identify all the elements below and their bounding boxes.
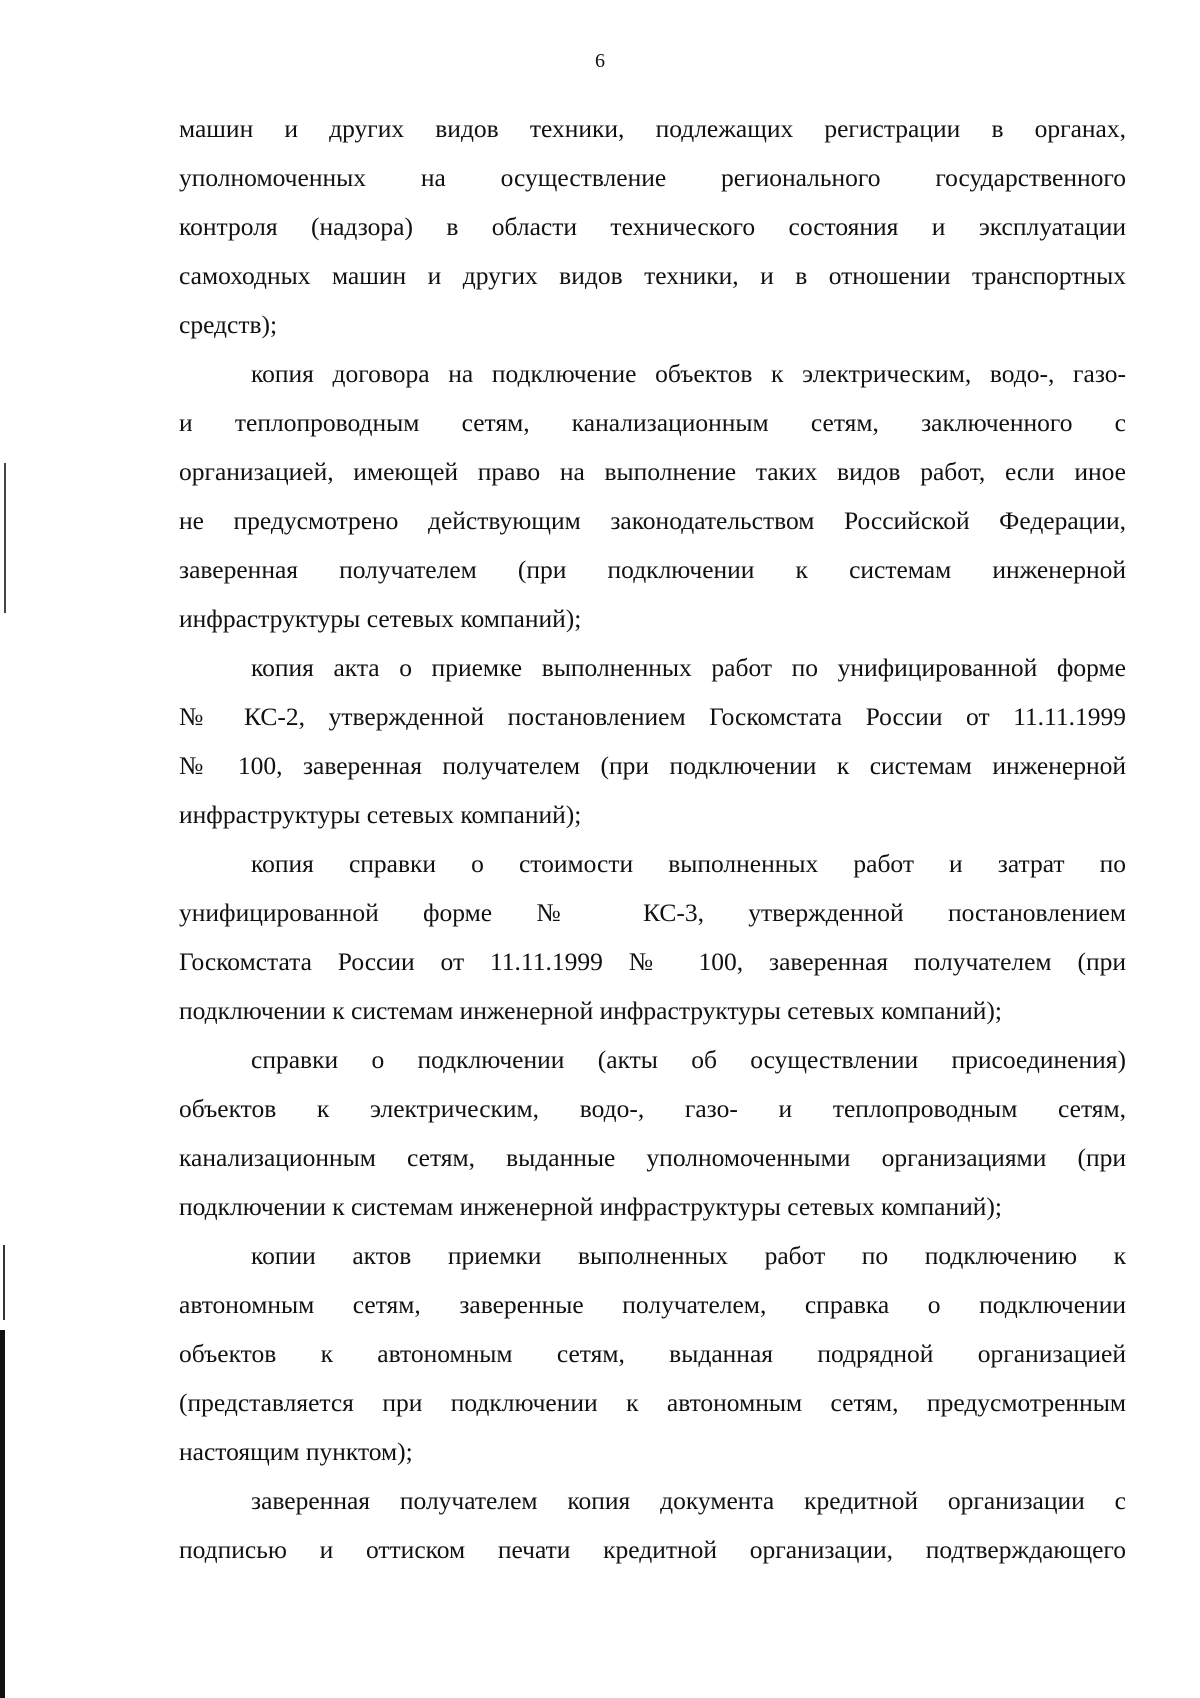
text-line: инфраструктуры сетевых компаний); (179, 604, 582, 633)
paragraph (179, 643, 1126, 839)
text-line: № КС-2, утвержденной постановлением Госкомстата России от 11.11.1999 (179, 702, 1126, 731)
text-line: самоходных машин и других видов техники, и в отношении транспортных (179, 261, 1126, 290)
paragraph (179, 1476, 1126, 1574)
text-line: не предусмотрено действующим законодательством Российской Федерации, (179, 506, 1126, 535)
text-line: контроля (надзора) в области технического состояния и эксплуатации (179, 212, 1126, 241)
text-line: автономным сетям, заверенные получателем, справка о подключении (179, 1290, 1126, 1319)
text-line: канализационным сетям, выданные уполномоченными организациями (при (179, 1143, 1126, 1172)
paragraph (179, 839, 1126, 1035)
text-line: подключении к системам инженерной инфраструктуры сетевых компаний); (179, 996, 1002, 1025)
paragraph (179, 1035, 1126, 1231)
paragraph (179, 1231, 1126, 1476)
text-line: уполномоченных на осуществление регионального государственного (179, 163, 1126, 192)
page-number: 6 (595, 50, 605, 72)
text-line: заверенная получателем копия документа кредитной организации с (251, 1486, 1126, 1515)
text-line: Госкомстата России от 11.11.1999 № 100, заверенная получателем (при (179, 947, 1126, 976)
text-line: № 100, заверенная получателем (при подключении к системам инженерной (179, 751, 1126, 780)
text-line: средств); (179, 310, 278, 339)
text-line: организацией, имеющей право на выполнение таких видов работ, если иное (179, 457, 1126, 486)
scan-margin-line-upper (4, 463, 6, 613)
text-line: копия справки о стоимости выполненных работ и затрат по (251, 849, 1126, 878)
text-line: копия акта о приемке выполненных работ по унифицированной форме (251, 653, 1126, 682)
text-line: машин и других видов техники, подлежащих регистрации в органах, (179, 114, 1126, 143)
text-line: настоящим пунктом); (179, 1437, 413, 1466)
text-line: копии актов приемки выполненных работ по подключению к (251, 1241, 1126, 1270)
text-line: копия договора на подключение объектов к электрическим, водо-, газо- (251, 359, 1126, 388)
text-line: и теплопроводным сетям, канализационным сетям, заключенного с (179, 408, 1126, 437)
text-line: подключении к системам инженерной инфраструктуры сетевых компаний); (179, 1192, 1002, 1221)
document-body (179, 104, 1126, 1574)
text-line: (представляется при подключении к автономным сетям, предусмотренным (179, 1388, 1126, 1417)
scan-margin-line-mid (3, 1245, 5, 1320)
text-line: объектов к автономным сетям, выданная подрядной организацией (179, 1339, 1126, 1368)
paragraph (179, 104, 1126, 349)
scan-margin-line-lower (0, 1330, 5, 1698)
text-line: объектов к электрическим, водо-, газо- и теплопроводным сетям, (179, 1094, 1126, 1123)
text-line: инфраструктуры сетевых компаний); (179, 800, 582, 829)
paragraph (179, 349, 1126, 643)
text-line: заверенная получателем (при подключении к системам инженерной (179, 555, 1126, 584)
text-line: унифицированной форме № КС-3, утвержденной постановлением (179, 898, 1126, 927)
text-line: подписью и оттиском печати кредитной организации, подтверждающего (179, 1535, 1126, 1564)
text-line: справки о подключении (акты об осуществлении присоединения) (251, 1045, 1126, 1074)
